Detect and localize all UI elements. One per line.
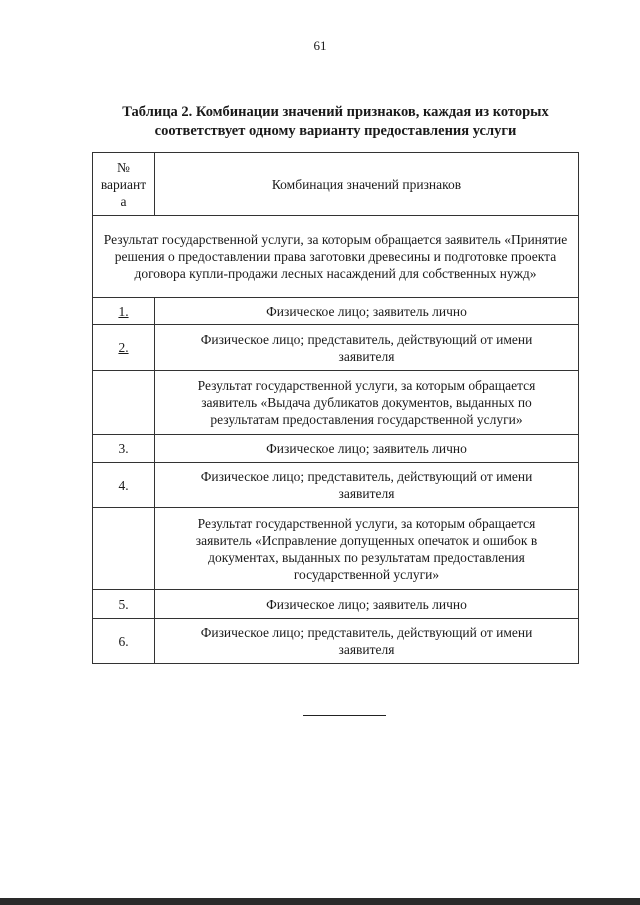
table-title-line-2: соответствует одному варианту предоставления услуги bbox=[154, 123, 517, 139]
row-text: Физическое лицо; заявитель лично bbox=[155, 590, 579, 619]
table-title bbox=[92, 103, 579, 141]
row-text: Физическое лицо; представитель, действующий от имени заявителя bbox=[155, 463, 579, 508]
table-title-line-1: Таблица 2. Комбинации значений признаков, каждая из которых bbox=[122, 104, 549, 120]
header-row bbox=[93, 153, 579, 216]
page-number: 61 bbox=[313, 38, 327, 53]
row-number-text: 1. bbox=[118, 303, 129, 319]
table-row bbox=[93, 463, 579, 508]
scan-edge bbox=[0, 898, 640, 905]
table-row bbox=[93, 619, 579, 664]
row-text: Физическое лицо; заявитель лично bbox=[155, 298, 579, 325]
section-1-text: Результат государственной услуги, за которым обращается заявитель «Принятие решения о предоставлении права заготовки древесины и подготовке проекта договора купли-продажи лесных насаждений для собственных нужд» bbox=[93, 216, 579, 298]
table-row bbox=[93, 298, 579, 325]
section-empty-cell bbox=[93, 508, 155, 590]
table-row bbox=[93, 435, 579, 463]
section-2-text: Результат государственной услуги, за которым обращается заявитель «Выдача дубликатов документов, выданных по результатам предоставления государственной услуги» bbox=[155, 371, 579, 435]
table-row bbox=[93, 325, 579, 371]
table-row bbox=[93, 590, 579, 619]
header-combination-cell: Комбинация значений признаков bbox=[155, 153, 579, 216]
row-number: 3. bbox=[93, 435, 155, 463]
header-number-cell bbox=[93, 153, 155, 216]
row-number: 5. bbox=[93, 590, 155, 619]
section-row bbox=[93, 371, 579, 435]
footer-divider bbox=[303, 715, 386, 716]
row-text: Физическое лицо; представитель, действующий от имени заявителя bbox=[155, 325, 579, 371]
section-row bbox=[93, 508, 579, 590]
row-number: 6. bbox=[93, 619, 155, 664]
combinations-table bbox=[92, 152, 579, 664]
row-number-text: 2. bbox=[118, 340, 129, 355]
row-number bbox=[93, 325, 155, 371]
header-number-suffix: а bbox=[120, 193, 127, 209]
row-text: Физическое лицо; заявитель лично bbox=[155, 435, 579, 463]
header-number-variant: вариант bbox=[100, 176, 147, 192]
section-3-text: Результат государственной услуги, за которым обращается заявитель «Исправление допущенных опечаток и ошибок в документах, выданных по результатам предоставления государственной услуги» bbox=[155, 508, 579, 590]
row-text: Физическое лицо; представитель, действующий от имени заявителя bbox=[155, 619, 579, 664]
header-number-symbol: № bbox=[117, 159, 130, 175]
row-number: 4. bbox=[93, 463, 155, 508]
row-number bbox=[93, 298, 155, 325]
section-empty-cell bbox=[93, 371, 155, 435]
section-row bbox=[93, 216, 579, 298]
